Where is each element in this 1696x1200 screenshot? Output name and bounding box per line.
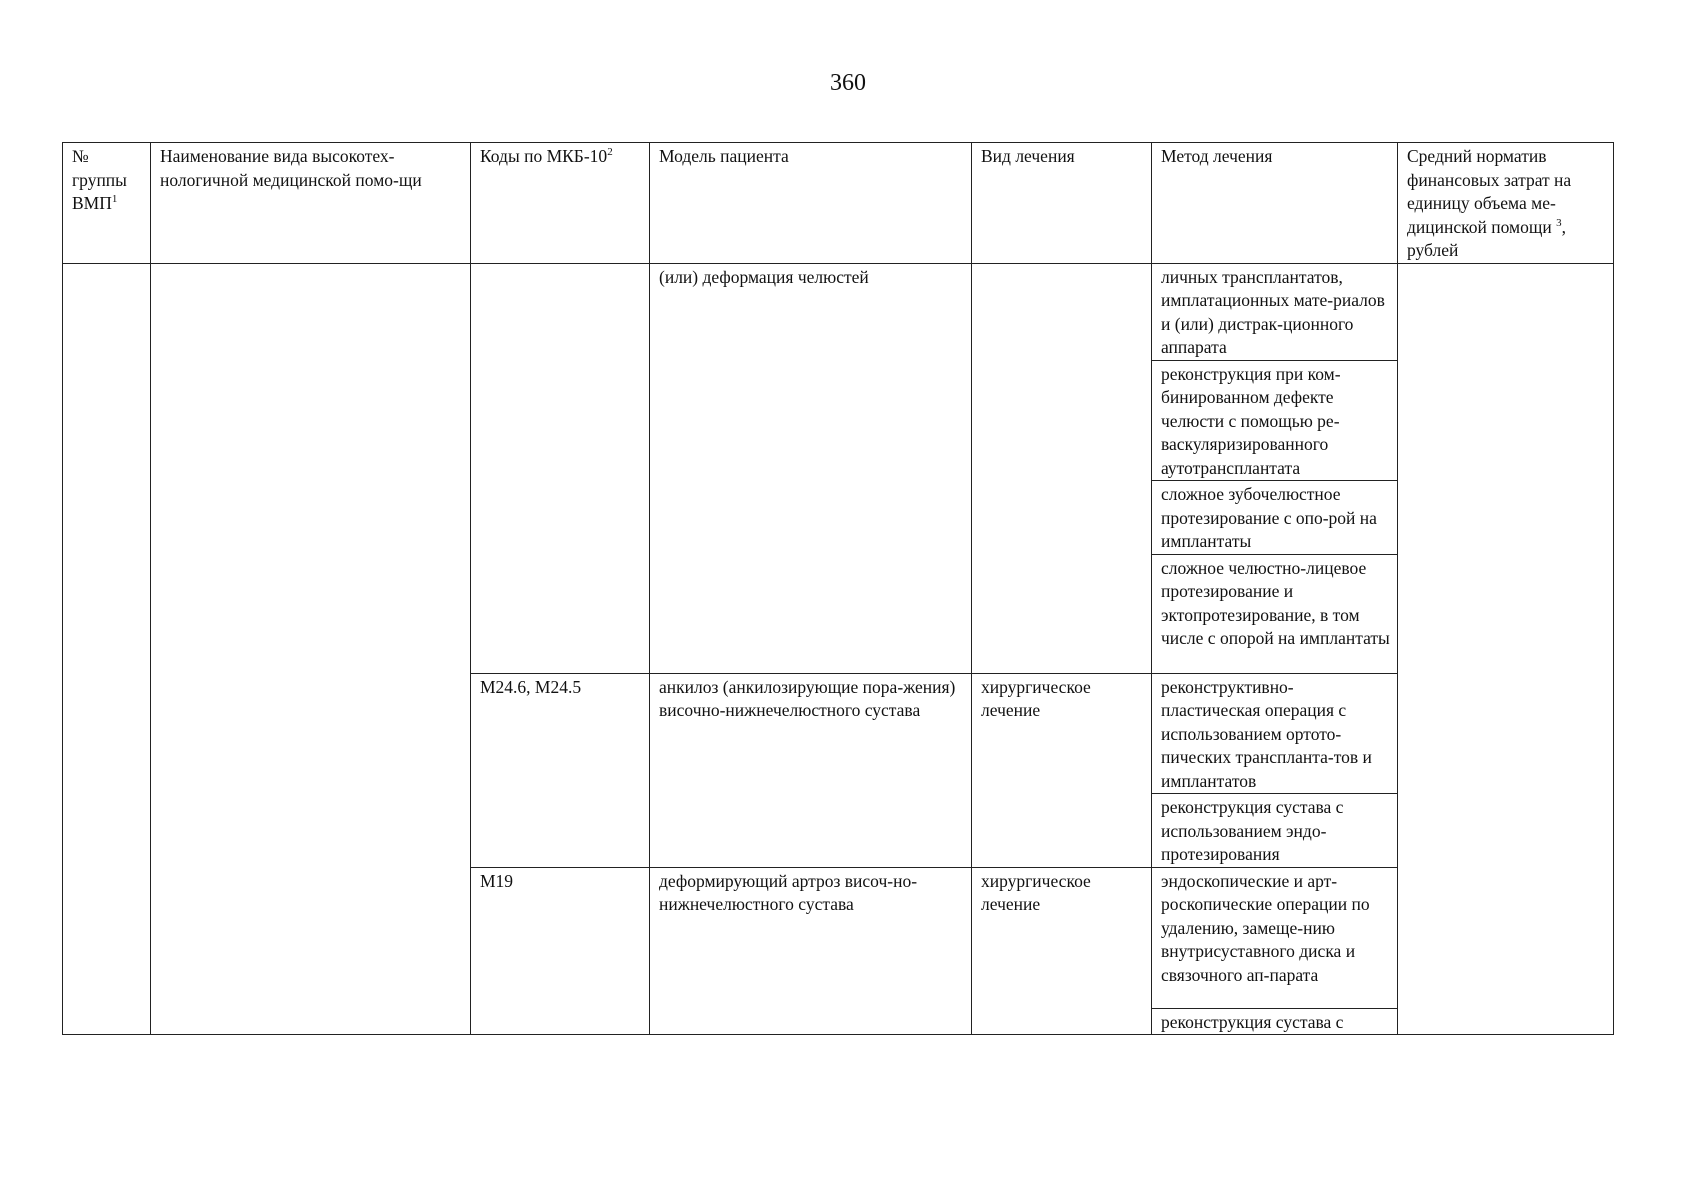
cell-treatment-method: реконструкция при ком-бинированном дефекте челюсти с помощью ре-васкуляризированного аутотрансплантата — [1152, 360, 1398, 481]
header-group-number: № группы ВМП$^1$ — [63, 143, 151, 264]
header-average-cost: Средний норматив финансовых затрат на единицу объема ме-дицинской помощи $^3$, рублей — [1398, 143, 1614, 264]
cell-icd-codes — [471, 263, 650, 673]
cell-icd-codes: M19 — [471, 867, 650, 1035]
header-icd-codes: Коды по МКБ-$10^2$ — [471, 143, 650, 264]
page-number: 360 — [830, 70, 866, 96]
cell-group-number — [63, 263, 151, 1035]
cell-treatment-method: личных трансплантатов, имплатационных мате-риалов и (или) дистрак-ционного аппарата — [1152, 263, 1398, 360]
cell-patient-model: деформирующий артроз височ-но-нижнечелюстного сустава — [650, 867, 972, 1035]
cell-treatment-method: реконструкция сустава с использованием эндо-протезирования — [1152, 794, 1398, 868]
table-row — [63, 263, 1614, 360]
medical-care-table — [62, 142, 1614, 1035]
table-header-row — [63, 143, 1614, 264]
cell-treatment-method: сложное челюстно-лицевое протезирование и эктопротезирование, в том числе с опорой на имплантаты — [1152, 554, 1398, 673]
cell-treatment-method: реконструкция сустава с — [1152, 1008, 1398, 1035]
header-care-type-name: Наименование вида высокотех-нологичной медицинской помо-щи — [151, 143, 471, 264]
cell-treatment-method: сложное зубочелюстное протезирование с опо-рой на имплантаты — [1152, 481, 1398, 555]
cell-patient-model: (или) деформация челюстей — [650, 263, 972, 673]
header-treatment-method: Метод лечения — [1152, 143, 1398, 264]
header-patient-model: Модель пациента — [650, 143, 972, 264]
header-treatment-type: Вид лечения — [972, 143, 1152, 264]
cell-average-cost — [1398, 263, 1614, 1035]
cell-icd-codes: M24.6, M24.5 — [471, 673, 650, 867]
cell-treatment-method: реконструктивно-пластическая операция с использованием ортото-пических транспланта-тов и имплантатов — [1152, 673, 1398, 794]
cell-treatment-method: эндоскопические и арт-роскопические операции по удалению, замеще-нию внутрисуставного диска и связочного ап-парата — [1152, 867, 1398, 1008]
cell-treatment-type — [972, 263, 1152, 673]
cell-treatment-type: хирургическое лечение — [972, 673, 1152, 867]
cell-patient-model: анкилоз (анкилозирующие пора-жения) височно-нижнечелюстного сустава — [650, 673, 972, 867]
cell-treatment-type: хирургическое лечение — [972, 867, 1152, 1035]
cell-care-type-name — [151, 263, 471, 1035]
